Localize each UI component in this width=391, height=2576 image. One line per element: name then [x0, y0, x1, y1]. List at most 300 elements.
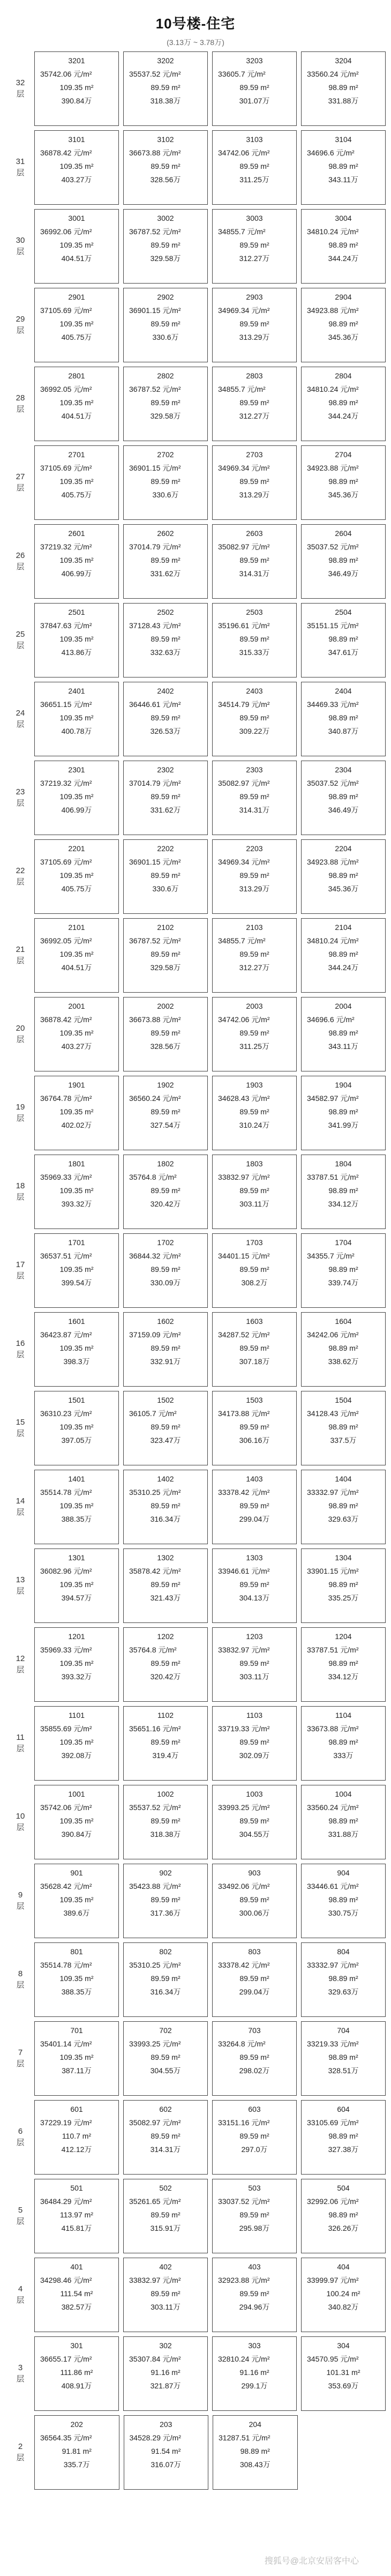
unit-area: 91.16 m² — [239, 2368, 269, 2377]
unit-price-per-sqm: 34570.95 元/m² — [307, 2355, 359, 2363]
unit-room-number: 403 — [248, 2262, 261, 2271]
unit-room-number: 2702 — [157, 450, 174, 459]
unit-cell[interactable] — [212, 761, 297, 835]
unit-cell[interactable] — [34, 2258, 119, 2332]
unit-cell[interactable] — [34, 1942, 119, 2017]
unit-area: 98.89 m² — [328, 871, 358, 880]
unit-total-price: 326.26万 — [328, 2224, 359, 2232]
floor-number: 18 — [16, 1181, 25, 1191]
unit-area: 89.59 m² — [239, 1895, 269, 1904]
floor-number: 6 — [18, 2127, 23, 2136]
unit-area: 89.59 m² — [151, 635, 181, 643]
unit-cell[interactable] — [212, 445, 297, 520]
unit-price-per-sqm: 37159.09 元/m² — [129, 1330, 181, 1339]
unit-total-price: 399.54万 — [61, 1278, 92, 1287]
unit-cell[interactable] — [212, 997, 297, 1071]
unit-cell[interactable] — [123, 445, 208, 520]
floor-row-17 — [10, 1231, 386, 1310]
unit-cell[interactable] — [301, 445, 386, 520]
unit-area: 98.89 m² — [328, 241, 358, 249]
unit-total-price: 311.25万 — [239, 1042, 269, 1051]
unit-area: 89.59 m² — [151, 83, 181, 92]
unit-cell[interactable] — [123, 2336, 208, 2411]
floor-row-28 — [10, 364, 386, 443]
unit-cell[interactable] — [34, 524, 119, 599]
unit-price-per-sqm: 33151.16 元/m² — [218, 2118, 270, 2127]
unit-cell[interactable] — [34, 1076, 119, 1150]
unit-room-number: 2504 — [335, 608, 352, 616]
unit-room-number: 801 — [70, 1947, 83, 1956]
unit-cell[interactable] — [212, 1470, 297, 1544]
unit-row — [34, 761, 386, 835]
unit-cell[interactable] — [123, 367, 208, 441]
unit-room-number: 2401 — [68, 687, 85, 695]
floor-row-20 — [10, 995, 386, 1074]
unit-cell[interactable] — [301, 1470, 386, 1544]
unit-room-number: 203 — [160, 2420, 172, 2429]
unit-area: 89.59 m² — [151, 1423, 181, 1431]
floor-row-12 — [10, 1625, 386, 1704]
floor-label — [10, 1231, 31, 1310]
unit-cell[interactable] — [34, 682, 119, 756]
unit-cell[interactable] — [212, 1391, 297, 1465]
unit-total-price: 328.56万 — [150, 1042, 181, 1051]
unit-room-number: 2101 — [68, 923, 85, 932]
unit-cell[interactable] — [123, 1391, 208, 1465]
unit-cell[interactable] — [34, 1785, 119, 1859]
unit-cell[interactable] — [212, 1076, 297, 1150]
unit-area: 109.35 m² — [59, 319, 94, 328]
unit-cell[interactable] — [123, 1785, 208, 1859]
unit-total-price: 318.38万 — [150, 96, 181, 105]
floor-label — [10, 1625, 31, 1704]
unit-cell[interactable] — [123, 682, 208, 756]
unit-cell[interactable] — [123, 288, 208, 362]
unit-cell[interactable] — [301, 839, 386, 914]
unit-room-number: 1901 — [68, 1081, 85, 1089]
unit-area: 98.89 m² — [328, 1029, 358, 1037]
unit-cell[interactable] — [34, 1233, 119, 1308]
unit-cell[interactable] — [124, 2415, 209, 2490]
unit-cell[interactable] — [301, 288, 386, 362]
unit-area: 89.59 m² — [151, 1580, 181, 1589]
unit-cell[interactable] — [34, 1470, 119, 1544]
unit-room-number: 1101 — [68, 1711, 85, 1719]
floor-label — [10, 1389, 31, 1468]
unit-cell[interactable] — [34, 1548, 119, 1623]
unit-total-price: 345.36万 — [328, 490, 359, 499]
floor-suffix: 层 — [16, 1034, 25, 1044]
unit-total-price: 344.24万 — [328, 254, 359, 263]
unit-cell[interactable] — [301, 1627, 386, 1702]
unit-cell[interactable] — [123, 997, 208, 1071]
unit-area: 89.59 m² — [151, 1974, 181, 1983]
unit-price-per-sqm: 36651.15 元/m² — [40, 700, 92, 709]
unit-cell[interactable] — [212, 918, 297, 993]
unit-cell[interactable] — [123, 603, 208, 677]
unit-cell[interactable] — [212, 1312, 297, 1387]
unit-cell[interactable] — [212, 209, 297, 284]
unit-cell[interactable] — [212, 839, 297, 914]
floor-row-22 — [10, 837, 386, 916]
floor-suffix: 层 — [16, 1665, 25, 1674]
unit-room-number: 3101 — [68, 135, 85, 144]
unit-area: 113.97 m² — [60, 2210, 93, 2219]
unit-cell[interactable] — [34, 997, 119, 1071]
unit-price-per-sqm: 34810.24 元/m² — [307, 936, 359, 945]
unit-cell[interactable] — [301, 1864, 386, 1938]
unit-cell[interactable] — [301, 2179, 386, 2253]
unit-cell[interactable] — [301, 2021, 386, 2096]
unit-cell[interactable] — [301, 1548, 386, 1623]
unit-price-per-sqm: 34742.06 元/m² — [218, 1015, 270, 1024]
unit-room-number: 504 — [337, 2184, 350, 2192]
unit-room-number: 2803 — [246, 371, 263, 380]
unit-cell[interactable] — [34, 2336, 119, 2411]
floor-label — [10, 1310, 31, 1389]
unit-cell[interactable] — [301, 1391, 386, 1465]
unit-cell[interactable] — [34, 761, 119, 835]
unit-room-number: 2601 — [68, 529, 85, 538]
unit-total-price: 331.62万 — [150, 569, 181, 578]
unit-cell[interactable] — [34, 445, 119, 520]
floor-row-19 — [10, 1074, 386, 1152]
unit-cell[interactable] — [123, 524, 208, 599]
unit-cell[interactable] — [212, 1706, 297, 1781]
unit-cell[interactable] — [123, 1627, 208, 1702]
unit-cell[interactable] — [34, 2100, 119, 2175]
unit-room-number: 602 — [159, 2105, 172, 2113]
unit-area: 89.59 m² — [239, 2210, 269, 2219]
unit-total-price: 304.55万 — [239, 1830, 270, 1838]
unit-cell[interactable] — [212, 1548, 297, 1623]
unit-area: 98.89 m² — [328, 477, 358, 486]
unit-cell[interactable] — [301, 1076, 386, 1150]
unit-total-price: 404.51万 — [61, 963, 92, 972]
unit-cell[interactable] — [123, 839, 208, 914]
unit-cell[interactable] — [301, 209, 386, 284]
unit-price-per-sqm: 36901.15 元/m² — [129, 464, 181, 472]
unit-cell[interactable] — [301, 918, 386, 993]
unit-room-number: 2802 — [157, 371, 174, 380]
floor-label — [10, 1468, 31, 1546]
floor-suffix: 层 — [16, 641, 25, 650]
unit-cell[interactable] — [123, 209, 208, 284]
floor-label — [10, 1152, 31, 1231]
unit-cell[interactable] — [301, 130, 386, 205]
unit-cell[interactable] — [34, 2415, 119, 2490]
unit-cell[interactable] — [34, 51, 119, 126]
unit-cell[interactable] — [301, 1942, 386, 2017]
unit-area: 89.59 m² — [239, 1029, 269, 1037]
unit-price-per-sqm: 35969.33 元/m² — [40, 1646, 92, 1654]
unit-price-per-sqm: 31287.51 元/m² — [219, 2433, 270, 2442]
unit-room-number: 3201 — [68, 56, 85, 65]
unit-total-price: 331.88万 — [328, 1830, 359, 1838]
unit-room-number: 1502 — [157, 1396, 174, 1404]
unit-area: 89.59 m² — [151, 1107, 181, 1116]
unit-total-price: 388.35万 — [61, 1515, 92, 1523]
unit-room-number: 1804 — [335, 1159, 352, 1168]
unit-total-price: 320.42万 — [150, 1200, 181, 1208]
unit-cell[interactable] — [34, 209, 119, 284]
unit-area: 91.54 m² — [151, 2447, 181, 2455]
unit-area: 89.59 m² — [239, 1816, 269, 1825]
unit-price-per-sqm: 34696.6 元/m² — [307, 1015, 355, 1024]
unit-cell[interactable] — [301, 367, 386, 441]
unit-price-per-sqm: 35037.52 元/m² — [307, 779, 359, 787]
unit-price-per-sqm: 34469.33 元/m² — [307, 700, 359, 709]
floor-row-21 — [10, 916, 386, 995]
unit-room-number: 3202 — [157, 56, 174, 65]
unit-cell[interactable] — [301, 761, 386, 835]
unit-cell[interactable] — [212, 1627, 297, 1702]
floor-row-4 — [10, 2255, 386, 2334]
unit-room-number: 803 — [248, 1947, 261, 1956]
unit-room-number: 1402 — [157, 1475, 174, 1483]
unit-total-price: 344.24万 — [328, 412, 359, 420]
unit-area: 101.31 m² — [326, 2368, 360, 2377]
unit-total-price: 313.29万 — [239, 490, 270, 499]
unit-area: 89.59 m² — [239, 2053, 269, 2061]
unit-cell[interactable] — [34, 1706, 119, 1781]
unit-cell[interactable] — [212, 2258, 297, 2332]
unit-area: 98.89 m² — [328, 1501, 358, 1510]
unit-cell[interactable] — [34, 1391, 119, 1465]
unit-cell[interactable] — [301, 2258, 386, 2332]
unit-cell[interactable] — [212, 2179, 297, 2253]
unit-total-price: 397.05万 — [61, 1436, 92, 1445]
unit-cell[interactable] — [123, 1233, 208, 1308]
unit-price-per-sqm: 35537.52 元/m² — [129, 1803, 181, 1812]
unit-total-price: 316.34万 — [150, 1987, 181, 1996]
unit-cell[interactable] — [34, 1155, 119, 1229]
unit-room-number: 2203 — [246, 844, 263, 853]
unit-cell[interactable] — [212, 367, 297, 441]
unit-cell[interactable] — [123, 1864, 208, 1938]
unit-total-price: 328.51万 — [328, 2066, 359, 2075]
unit-cell[interactable] — [123, 1155, 208, 1229]
floor-row-15 — [10, 1389, 386, 1468]
unit-price-per-sqm: 33560.24 元/m² — [307, 70, 359, 78]
unit-cell[interactable] — [212, 1155, 297, 1229]
unit-area: 109.35 m² — [59, 1895, 94, 1904]
floor-suffix: 层 — [16, 956, 25, 965]
unit-cell[interactable] — [301, 1155, 386, 1229]
floor-number: 5 — [18, 2206, 23, 2215]
unit-cell[interactable] — [123, 130, 208, 205]
floor-number: 3 — [18, 2363, 23, 2373]
unit-cell[interactable] — [212, 288, 297, 362]
unit-cell[interactable] — [34, 2179, 119, 2253]
unit-area: 98.89 m² — [328, 398, 358, 407]
unit-cell[interactable] — [123, 1706, 208, 1781]
price-range-subtitle: (3.13万 ~ 3.78万) — [167, 38, 224, 47]
unit-area: 89.59 m² — [239, 950, 269, 958]
floor-number: 24 — [16, 709, 25, 718]
unit-cell[interactable] — [301, 2336, 386, 2411]
unit-area: 89.59 m² — [151, 950, 181, 958]
unit-cell[interactable] — [123, 2100, 208, 2175]
unit-cell[interactable] — [34, 1864, 119, 1938]
unit-room-number: 2701 — [68, 450, 85, 459]
floor-number: 14 — [16, 1497, 25, 1506]
unit-row — [34, 209, 386, 284]
unit-price-per-sqm: 36844.32 元/m² — [129, 1252, 181, 1260]
unit-cell[interactable] — [123, 2258, 208, 2332]
unit-price-per-sqm: 35537.52 元/m² — [129, 70, 181, 78]
unit-total-price: 404.51万 — [61, 412, 92, 420]
unit-price-per-sqm: 34528.29 元/m² — [129, 2433, 181, 2442]
floor-label — [10, 2255, 31, 2334]
unit-cell[interactable] — [212, 682, 297, 756]
unit-area: 109.35 m² — [59, 1816, 94, 1825]
floor-number: 23 — [16, 787, 25, 797]
floor-row-5 — [10, 2177, 386, 2255]
unit-cell[interactable] — [212, 130, 297, 205]
unit-cell[interactable] — [123, 1076, 208, 1150]
unit-total-price: 408.91万 — [61, 2381, 92, 2390]
unit-area: 110.7 m² — [62, 2132, 92, 2140]
unit-cell[interactable] — [212, 1233, 297, 1308]
unit-row — [34, 1470, 386, 1544]
floor-suffix: 层 — [16, 1507, 25, 1517]
unit-cell[interactable] — [213, 2415, 298, 2490]
floor-row-7 — [10, 2019, 386, 2098]
unit-cell[interactable] — [34, 367, 119, 441]
unit-cell[interactable] — [301, 1785, 386, 1859]
unit-cell[interactable] — [123, 2021, 208, 2096]
unit-cell[interactable] — [123, 1312, 208, 1387]
unit-price-per-sqm: 36673.88 元/m² — [129, 1015, 181, 1024]
unit-cell[interactable] — [301, 51, 386, 126]
unit-price-per-sqm: 33832.97 元/m² — [129, 2276, 181, 2284]
floor-number: 11 — [16, 1733, 25, 1743]
unit-cell[interactable] — [34, 2021, 119, 2096]
unit-cell[interactable] — [212, 1785, 297, 1859]
empty-slot — [302, 2415, 386, 2490]
unit-cell[interactable] — [212, 603, 297, 677]
unit-cell[interactable] — [123, 1942, 208, 2017]
unit-room-number: 2004 — [335, 1002, 352, 1010]
unit-cell[interactable] — [301, 2100, 386, 2175]
unit-total-price: 347.61万 — [328, 648, 359, 657]
unit-cell[interactable] — [212, 1942, 297, 2017]
unit-area: 89.59 m² — [239, 713, 269, 722]
unit-price-per-sqm: 35878.42 元/m² — [129, 1567, 181, 1575]
unit-price-per-sqm: 34298.46 元/m² — [40, 2276, 92, 2284]
unit-area: 109.35 m² — [59, 477, 94, 486]
unit-total-price: 353.69万 — [328, 2381, 359, 2390]
floor-number: 29 — [16, 315, 25, 324]
unit-area: 100.24 m² — [326, 2289, 360, 2298]
unit-area: 89.59 m² — [151, 1501, 181, 1510]
unit-total-price: 307.18万 — [239, 1357, 270, 1366]
unit-total-price: 312.27万 — [239, 963, 270, 972]
unit-cell[interactable] — [212, 524, 297, 599]
unit-room-number: 1602 — [157, 1317, 174, 1326]
unit-cell[interactable] — [34, 918, 119, 993]
unit-cell[interactable] — [34, 288, 119, 362]
unit-area: 98.89 m² — [328, 1265, 358, 1274]
unit-room-number: 301 — [70, 2341, 83, 2350]
unit-cell[interactable] — [34, 603, 119, 677]
unit-price-per-sqm: 37128.43 元/m² — [129, 621, 181, 630]
unit-area: 89.59 m² — [151, 871, 181, 880]
floor-label — [10, 364, 31, 443]
floor-label — [10, 49, 31, 128]
unit-cell[interactable] — [301, 1706, 386, 1781]
unit-cell[interactable] — [212, 51, 297, 126]
unit-area: 109.35 m² — [59, 1501, 94, 1510]
unit-total-price: 415.81万 — [61, 2224, 92, 2232]
unit-cell[interactable] — [123, 2179, 208, 2253]
unit-cell[interactable] — [34, 130, 119, 205]
unit-row — [34, 997, 386, 1071]
unit-cell[interactable] — [123, 1548, 208, 1623]
unit-cell[interactable] — [301, 997, 386, 1071]
unit-room-number: 1603 — [246, 1317, 263, 1326]
unit-room-number: 2603 — [246, 529, 263, 538]
unit-price-per-sqm: 34923.88 元/m² — [307, 464, 359, 472]
unit-area: 89.59 m² — [151, 556, 181, 564]
unit-cell[interactable] — [212, 2100, 297, 2175]
unit-price-per-sqm: 33378.42 元/m² — [218, 1488, 270, 1497]
unit-total-price: 390.84万 — [61, 1830, 92, 1838]
unit-total-price: 340.87万 — [328, 727, 359, 735]
unit-cell[interactable] — [34, 1627, 119, 1702]
floor-number: 12 — [16, 1654, 25, 1664]
unit-cell[interactable] — [123, 51, 208, 126]
unit-price-per-sqm: 36901.15 元/m² — [129, 858, 181, 866]
unit-cell[interactable] — [301, 1233, 386, 1308]
unit-cell[interactable] — [123, 1470, 208, 1544]
unit-cell[interactable] — [212, 1864, 297, 1938]
unit-cell[interactable] — [212, 2336, 297, 2411]
unit-room-number: 2704 — [335, 450, 352, 459]
unit-row — [34, 2258, 386, 2332]
unit-total-price: 309.22万 — [239, 727, 270, 735]
unit-room-number: 1503 — [246, 1396, 263, 1404]
unit-price-per-sqm: 36992.05 元/m² — [40, 385, 92, 393]
unit-price-per-sqm: 33993.25 元/m² — [218, 1803, 270, 1812]
unit-total-price: 334.12万 — [328, 1200, 359, 1208]
unit-area: 98.89 m² — [328, 792, 358, 801]
unit-price-per-sqm: 35151.15 元/m² — [307, 621, 359, 630]
unit-cell[interactable] — [212, 2021, 297, 2096]
unit-total-price: 343.11万 — [328, 1042, 358, 1051]
floor-label — [10, 758, 31, 837]
unit-cell[interactable] — [301, 603, 386, 677]
unit-area: 98.89 m² — [328, 1895, 358, 1904]
unit-area: 89.59 m² — [239, 1265, 269, 1274]
unit-cell[interactable] — [301, 524, 386, 599]
floor-row-6 — [10, 2098, 386, 2177]
unit-total-price: 404.51万 — [61, 254, 92, 263]
unit-total-price: 303.11万 — [151, 2303, 181, 2311]
unit-cell[interactable] — [301, 682, 386, 756]
unit-cell[interactable] — [123, 761, 208, 835]
unit-price-per-sqm: 35855.69 元/m² — [40, 1724, 92, 1733]
unit-cell[interactable] — [301, 1312, 386, 1387]
unit-cell[interactable] — [123, 918, 208, 993]
unit-cell[interactable] — [34, 839, 119, 914]
unit-total-price: 316.34万 — [150, 1515, 181, 1523]
unit-cell[interactable] — [34, 1312, 119, 1387]
unit-price-per-sqm: 34128.43 元/m² — [307, 1409, 359, 1418]
unit-row — [34, 1076, 386, 1150]
unit-area: 98.89 m² — [328, 1344, 358, 1352]
